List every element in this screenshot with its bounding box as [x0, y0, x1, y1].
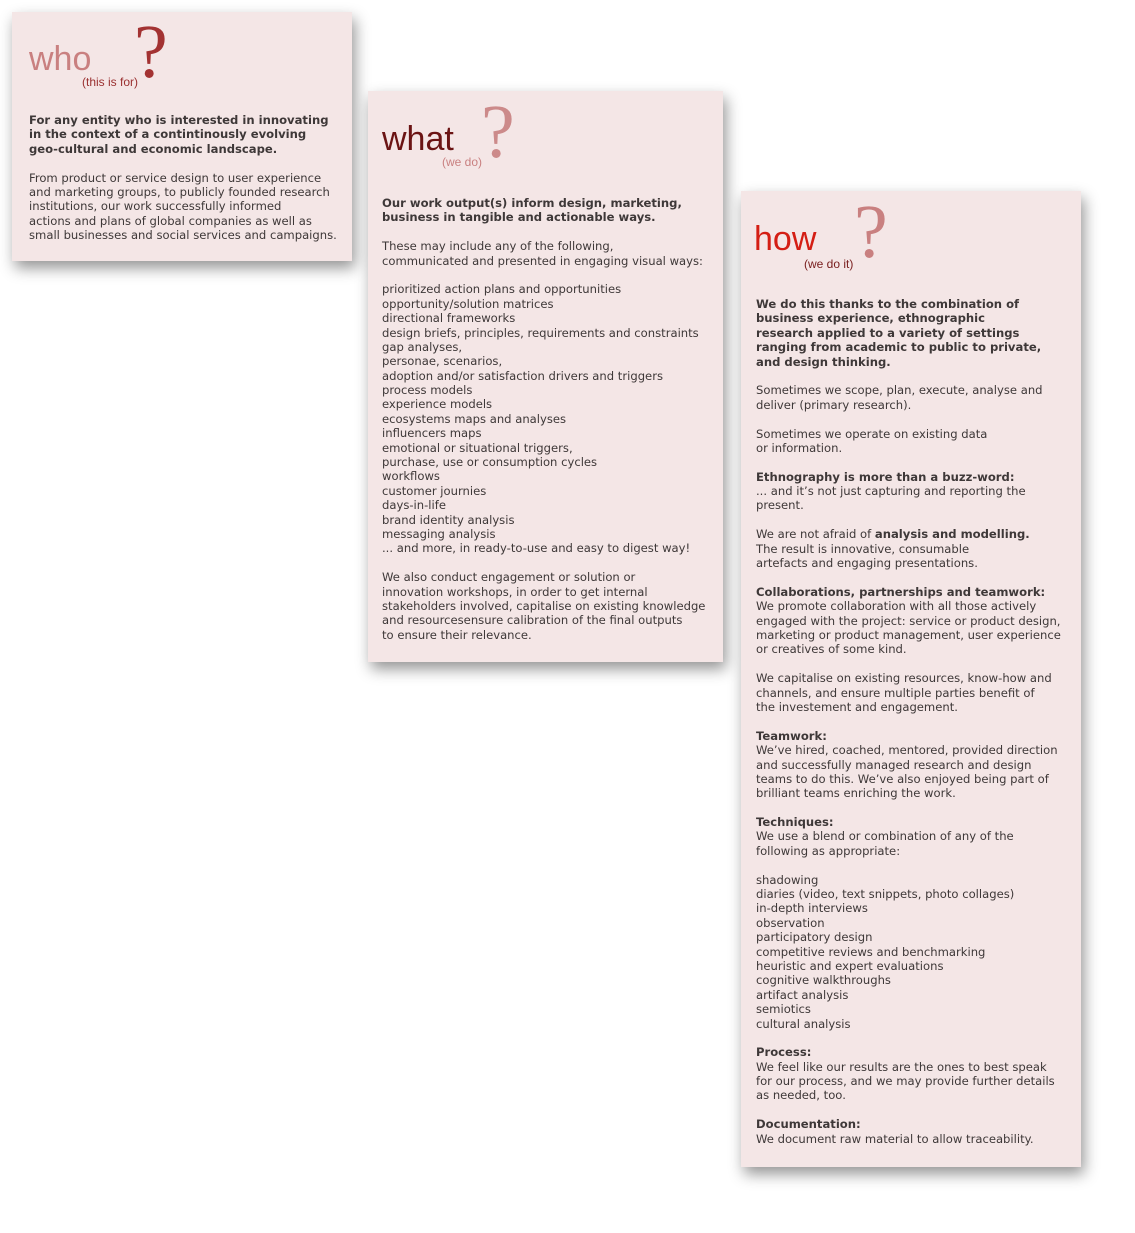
how-collaborations	[756, 585, 1061, 657]
analysis-lead-bold: analysis and modelling.	[874, 527, 1030, 542]
list-item: brand identity analysis	[382, 512, 515, 527]
what-workshops-line: We also conduct engagement or solution or	[382, 570, 636, 585]
capitalise-line: the investement and engagement.	[756, 699, 958, 714]
how-intro-line: business experience, ethnographic	[756, 311, 985, 326]
what-lead-line: These may include any of the following,	[382, 239, 614, 254]
how-existing	[756, 427, 1061, 456]
who-card	[12, 12, 352, 261]
what-intro	[382, 196, 705, 225]
how-intro-line: ranging from academic to public to private,	[756, 340, 1042, 355]
who-question-mark: ?	[134, 10, 168, 94]
list-item: personae, scenarios,	[382, 354, 503, 369]
how-scope-line: Sometimes we scope, plan, execute, analyse and	[756, 383, 1043, 398]
process-line: We feel like our results are the ones to best speak	[756, 1059, 1047, 1074]
capitalise-line: We capitalise on existing resources, know-how and	[756, 671, 1052, 686]
collaborations-line: or creatives of some kind.	[756, 642, 907, 657]
list-item: artifact analysis	[756, 987, 849, 1002]
what-lead-line: communicated and presented in engaging visual ways:	[382, 253, 703, 268]
analysis-lead-text: We are not afraid of	[756, 527, 875, 542]
collaborations-heading: Collaborations, partnerships and teamwork:	[756, 584, 1046, 599]
who-body	[29, 113, 337, 243]
list-item: directional frameworks	[382, 311, 516, 326]
how-intro-line: and design thinking.	[756, 354, 891, 369]
how-question-mark: ?	[854, 190, 888, 274]
how-scope	[756, 383, 1061, 412]
process-heading: Process:	[756, 1045, 812, 1060]
what-workshops-line: stakeholders involved, capitalise on existing knowledge	[382, 598, 706, 613]
list-item: cultural analysis	[756, 1016, 851, 1031]
list-item: semiotics	[756, 1002, 811, 1017]
who-paragraph-line: institutions, our work successfully informed	[29, 199, 282, 214]
list-item: opportunity/solution matrices	[382, 296, 554, 311]
list-item: experience models	[382, 397, 493, 412]
how-scope-line: deliver (primary research).	[756, 397, 912, 412]
how-analysis	[756, 527, 1061, 570]
teamwork-line: teams to do this. We’ve also enjoyed being part of	[756, 771, 1049, 786]
what-subtitle: (we do)	[442, 155, 483, 169]
how-intro	[756, 297, 1061, 369]
how-intro-line: research applied to a variety of settings	[756, 325, 1020, 340]
how-title: how	[754, 220, 817, 258]
how-teamwork	[756, 729, 1061, 801]
list-item: days-in-life	[382, 498, 446, 513]
who-paragraph-line: and marketing groups, to publicly founded research	[29, 184, 330, 199]
who-subtitle: (this is for)	[82, 75, 139, 89]
who-paragraph-line: actions and plans of global companies as well as	[29, 213, 312, 228]
list-item: in-depth interviews	[756, 901, 868, 916]
list-item: observation	[756, 915, 825, 930]
what-question-mark: ?	[481, 90, 515, 174]
how-intro-line: We do this thanks to the combination of	[756, 297, 1020, 311]
list-item: ... and more, in ready-to-use and easy to digest way!	[382, 541, 691, 556]
list-item: adoption and/or satisfaction drivers and triggers	[382, 368, 664, 383]
list-item: participatory design	[756, 930, 873, 945]
teamwork-line: and successfully managed research and design	[756, 757, 1032, 772]
list-item: purchase, use or consumption cycles	[382, 455, 598, 470]
capitalise-line: channels, and ensure multiple parties benefit of	[756, 685, 1035, 700]
who-title: who	[29, 40, 92, 78]
what-intro-line: business in tangible and actionable ways.	[382, 210, 656, 225]
what-lead	[382, 239, 705, 268]
analysis-line: artefacts and engaging presentations.	[756, 556, 978, 571]
how-existing-line: Sometimes we operate on existing data	[756, 426, 988, 441]
who-intro-line: in the context of a contintinously evolving	[29, 127, 307, 142]
techniques-lead-line: We use a blend or combination of any of the	[756, 829, 1014, 844]
how-body	[756, 297, 1061, 1146]
what-workshops-line: to ensure their relevance.	[382, 627, 532, 642]
analysis-line: The result is innovative, consumable	[756, 541, 970, 556]
how-ethnography	[756, 470, 1061, 513]
list-item: gap analyses,	[382, 339, 463, 354]
collaborations-line: We promote collaboration with all those actively	[756, 599, 1037, 614]
list-item: ecosystems maps and analyses	[382, 411, 567, 426]
what-card	[368, 91, 723, 662]
how-existing-line: or information.	[756, 440, 843, 455]
techniques-lead-line: following as appropriate:	[756, 843, 901, 858]
how-card	[741, 191, 1081, 1167]
process-line: for our process, and we may provide further details	[756, 1074, 1055, 1089]
what-body	[382, 196, 705, 642]
techniques-heading: Techniques:	[756, 815, 834, 830]
how-techniques	[756, 815, 1061, 1031]
list-item: influencers maps	[382, 426, 482, 441]
who-intro-line: geo-cultural and economic landscape.	[29, 141, 278, 156]
what-workshops-line: and resourcesensure calibration of the final outputs	[382, 613, 683, 628]
ethnography-line: present.	[756, 498, 804, 513]
how-documentation	[756, 1117, 1061, 1146]
who-paragraph	[29, 171, 337, 243]
how-process	[756, 1045, 1061, 1103]
what-intro-line: Our work output(s) inform design, marketing,	[382, 196, 682, 210]
list-item: heuristic and expert evaluations	[756, 958, 944, 973]
who-intro	[29, 113, 337, 156]
list-item: design briefs, principles, requirements and constraints	[382, 325, 699, 340]
what-workshops	[382, 570, 705, 642]
list-item: messaging analysis	[382, 526, 496, 541]
who-paragraph-line: small businesses and social services and campaigns.	[29, 228, 337, 243]
list-item: competitive reviews and benchmarking	[756, 944, 986, 959]
list-item: customer journies	[382, 483, 487, 498]
list-item: diaries (video, text snippets, photo collages)	[756, 887, 1015, 902]
ethnography-heading: Ethnography is more than a buzz-word:	[756, 469, 1015, 484]
how-subtitle: (we do it)	[804, 257, 854, 271]
process-line: as needed, too.	[756, 1088, 846, 1103]
who-paragraph-line: From product or service design to user experience	[29, 170, 322, 185]
ethnography-line: ... and it’s not just capturing and reporting the	[756, 484, 1026, 499]
list-item: emotional or situational triggers,	[382, 440, 573, 455]
analysis-lead-line	[756, 527, 1061, 541]
documentation-line: We document raw material to allow traceability.	[756, 1131, 1034, 1146]
teamwork-heading: Teamwork:	[756, 728, 827, 743]
list-item: process models	[382, 383, 473, 398]
teamwork-line: We’ve hired, coached, mentored, provided direction	[756, 743, 1058, 758]
how-capitalise	[756, 671, 1061, 714]
teamwork-line: brilliant teams enriching the work.	[756, 786, 956, 801]
list-item: shadowing	[756, 872, 819, 887]
list-item: cognitive walkthroughs	[756, 973, 891, 988]
collaborations-line: marketing or product management, user experience	[756, 627, 1061, 642]
list-item: workflows	[382, 469, 440, 484]
list-item: prioritized action plans and opportunities	[382, 282, 622, 297]
documentation-heading: Documentation:	[756, 1117, 861, 1132]
what-title: what	[382, 120, 454, 158]
what-workshops-line: innovation workshops, in order to get internal	[382, 584, 648, 599]
collaborations-line: engaged with the project: service or product design,	[756, 613, 1061, 628]
what-items-list	[382, 282, 705, 555]
who-intro-line: For any entity who is interested in innovating	[29, 113, 329, 127]
